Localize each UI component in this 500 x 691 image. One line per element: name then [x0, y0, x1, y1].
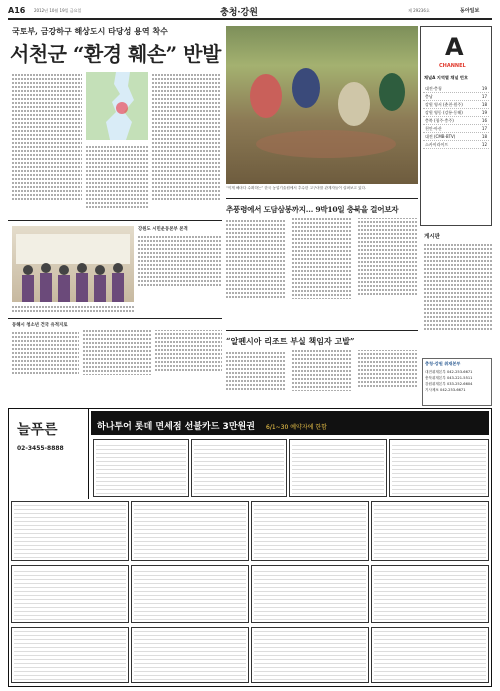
lead-body-col1: [12, 72, 82, 216]
advertisement: [8, 408, 492, 687]
channel-list: [423, 85, 489, 149]
ad-left-panel: [9, 409, 89, 499]
location-map: [86, 72, 148, 140]
ad-phone: 02-3455-8888: [17, 445, 64, 452]
channel-row: 대전 (CMB·BTV) 18: [425, 134, 487, 139]
group-photo: [12, 226, 134, 302]
channel-row: 충남 17: [425, 94, 487, 99]
story2-headline: 추풍령에서 도담삼봉까지… 9박10일 충북을 걸어보자: [226, 205, 399, 214]
ad-listing: [191, 439, 287, 497]
ad-banner-sub: 6/1~30 예약자에 한함: [266, 424, 327, 431]
ad-banner: [91, 411, 489, 435]
ad-listing: [11, 627, 129, 683]
lead-kicker: 국토부, 금강하구 해상도시 타당성 용역 착수: [12, 26, 168, 36]
channel-title: 채널A 지역별 채널 번호: [424, 75, 469, 80]
ad-listing: [251, 501, 369, 561]
sub-body: [138, 234, 222, 302]
ad-listing: [251, 627, 369, 683]
ad-listing: [11, 565, 129, 623]
story3-body: [226, 350, 418, 404]
ad-listing: [131, 627, 249, 683]
contact-line: 기사제보 042-253-6671: [425, 388, 466, 392]
farm-photo: [226, 26, 418, 184]
sub-body: [12, 330, 222, 390]
page-number: A16: [8, 6, 26, 15]
lead-body-col2: [86, 144, 148, 216]
ad-listing: [93, 439, 189, 497]
ad-listing: [131, 565, 249, 623]
contact-line: 충북취재본부 043-221-5511: [425, 376, 473, 380]
divider: [226, 330, 418, 331]
ad-listing: [371, 627, 489, 683]
divider: [226, 198, 418, 199]
channel-row: 스카이라이프 12: [425, 142, 487, 147]
story2-body: [226, 218, 418, 328]
ad-listing: [131, 501, 249, 561]
ad-listing: [251, 565, 369, 623]
issue-number: 제 29236호: [408, 8, 430, 13]
contact-line: 강원취재본부 033-252-6604: [425, 382, 473, 386]
divider: [8, 318, 222, 319]
channel-a-logo-icon: A: [445, 33, 464, 61]
divider: [8, 220, 222, 221]
sub-headline: 강원도 시민운동본부 본격: [138, 227, 188, 232]
ad-listing: [371, 501, 489, 561]
farm-photo-caption: “이게 해마다 수확하는” 한국 농업기술원에서 추수한 고구마를 관계자들이 살펴보고 있다.: [226, 186, 367, 190]
channel-a-box: [420, 26, 492, 226]
channel-row: 충북 (청주·충주) 16: [425, 118, 487, 123]
channel-label: CHANNEL: [439, 63, 466, 69]
contact-title: 충청·강원 취재본부: [425, 361, 461, 366]
contact-box: [422, 358, 492, 406]
ad-listing: [371, 565, 489, 623]
lead-body-col3: [152, 72, 220, 216]
masthead: [8, 4, 492, 18]
channel-row: 대전·충청 19: [425, 86, 487, 91]
header-rule: [8, 18, 492, 20]
channel-row: 강원 영동 (강릉·동해) 19: [425, 110, 487, 115]
ad-listing: [11, 501, 129, 561]
channel-row: 천안·아산 17: [425, 126, 487, 131]
ad-listing: [389, 439, 489, 497]
sub-headline: 동해시 청소년 건국 유적지로: [12, 323, 68, 328]
contact-line: 대전취재본부 042-253-6671: [425, 370, 473, 374]
issue-date: 2012년 10월 19일 금요일: [34, 8, 82, 13]
lead-headline: 서천군 “환경 훼손” 반발: [10, 42, 221, 66]
group-caption: [12, 304, 134, 316]
ad-listing: [289, 439, 387, 497]
section-title: 충청·강원: [220, 8, 258, 18]
newspaper-name: 동아일보: [460, 8, 480, 14]
notice-board-title: 게시판: [424, 234, 440, 240]
story3-headline: “알펜시아 리조트 부실 책임자 고발”: [226, 336, 355, 346]
ad-brand: 늘푸른: [17, 422, 58, 438]
channel-row: 강원 영서 (춘천·원주) 18: [425, 102, 487, 107]
ad-banner-text: 하나투어 롯데 면세점 선불카드 3만원권: [97, 422, 255, 432]
notice-board-body: [424, 242, 492, 356]
